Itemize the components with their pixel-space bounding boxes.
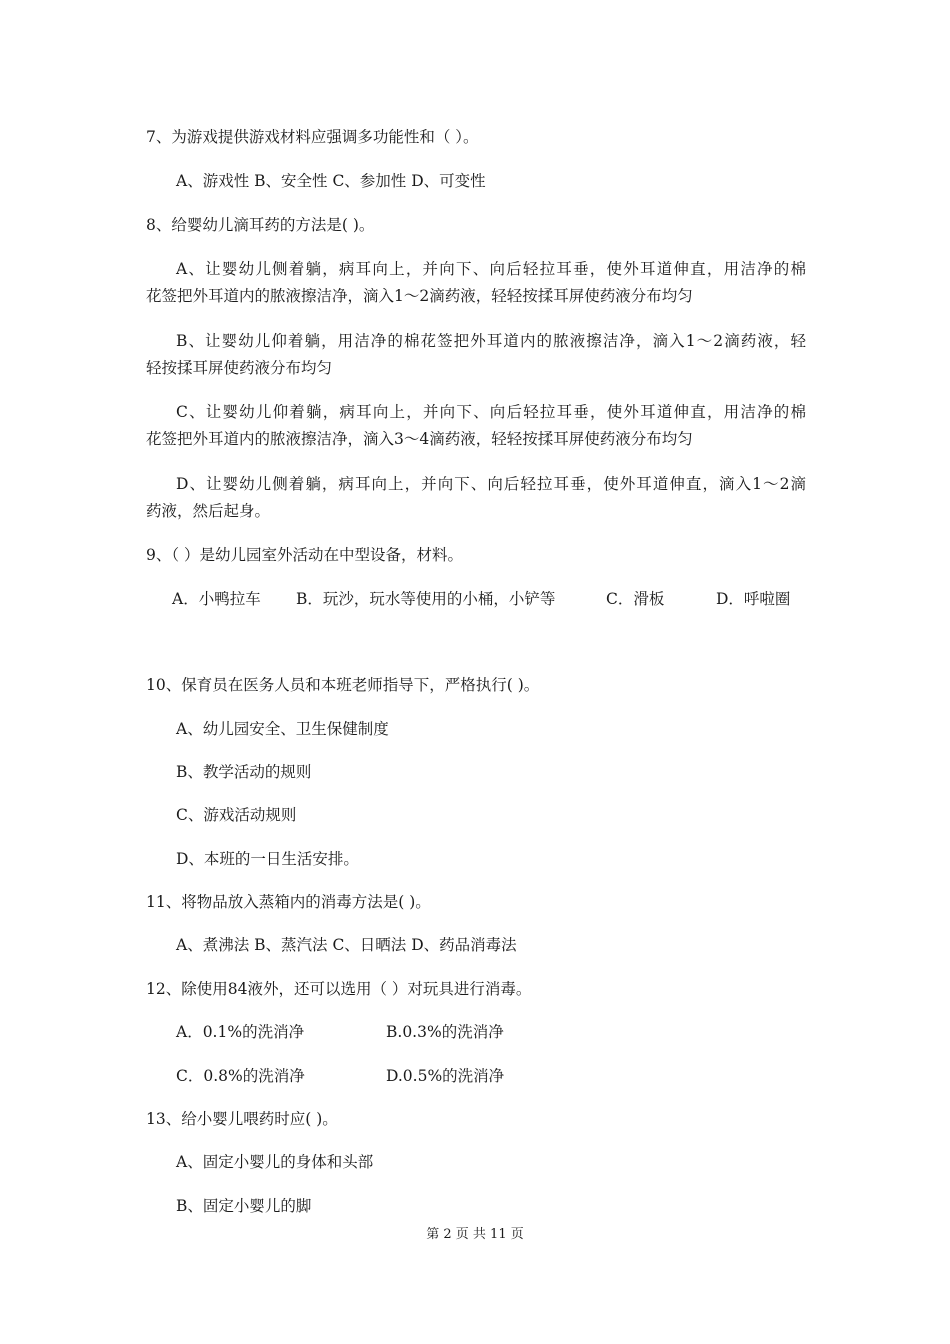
question-8-option-a-line1: A、让婴幼儿侧着躺，病耳向上，并向下、向后轻拉耳垂，使外耳道伸直，用洁净的棉 bbox=[176, 260, 806, 278]
question-8-option-b-line1: B、让婴幼儿仰着躺，用洁净的棉花签把外耳道内的脓液擦洁净，滴入1～2滴药液，轻 bbox=[176, 332, 806, 350]
question-10-option-b: B、教学活动的规则 bbox=[176, 763, 312, 781]
question-8-option-b-line2: 轻按揉耳屏使药液分布均匀 bbox=[146, 359, 333, 377]
question-12-option-d: D.0.5%的洗消净 bbox=[386, 1067, 505, 1085]
question-11-stem: 11、将物品放入蒸箱内的消毒方法是( )。 bbox=[146, 893, 431, 911]
question-13-option-b: B、固定小婴儿的脚 bbox=[176, 1197, 312, 1215]
question-8-option-c-line2: 花签把外耳道内的脓液擦洁净，滴入3～4滴药液，轻轻按揉耳屏使药液分布均匀 bbox=[146, 430, 693, 448]
question-10-stem: 10、保育员在医务人员和本班老师指导下，严格执行( )。 bbox=[146, 676, 540, 694]
question-9-option-d: D．呼啦圈 bbox=[716, 590, 791, 608]
question-9-stem: 9、（ ）是幼儿园室外活动在中型设备，材料。 bbox=[146, 546, 464, 564]
question-12-option-c: C．0.8%的洗消净 bbox=[176, 1067, 305, 1085]
question-10-option-d: D、本班的一日生活安排。 bbox=[176, 850, 359, 868]
question-8-option-d-line2: 药液，然后起身。 bbox=[146, 502, 271, 520]
question-13-stem: 13、给小婴儿喂药时应( )。 bbox=[146, 1110, 338, 1128]
question-11-options: A、煮沸法 B、蒸汽法 C、日晒法 D、药品消毒法 bbox=[176, 936, 517, 954]
question-8-stem: 8、给婴幼儿滴耳药的方法是( )。 bbox=[146, 216, 375, 234]
question-7-stem: 7、为游戏提供游戏材料应强调多功能性和（ ）。 bbox=[146, 128, 479, 146]
page-footer: 第 2 页 共 11 页 bbox=[426, 1227, 524, 1242]
question-10-option-a: A、幼儿园安全、卫生保健制度 bbox=[176, 720, 389, 738]
question-8-option-d-line1: D、让婴幼儿侧着躺，病耳向上，并向下、向后轻拉耳垂，使外耳道伸直，滴入1～2滴 bbox=[176, 475, 806, 493]
question-8-option-c-line1: C、让婴幼儿仰着躺，病耳向上，并向下、向后轻拉耳垂，使外耳道伸直，用洁净的棉 bbox=[176, 403, 806, 421]
question-7-options: A、游戏性 B、安全性 C、参加性 D、可变性 bbox=[176, 172, 486, 190]
question-12-option-b: B.0.3%的洗消净 bbox=[386, 1023, 504, 1041]
question-9-option-c: C．滑板 bbox=[606, 590, 665, 608]
question-9-option-b: B．玩沙，玩水等使用的小桶，小铲等 bbox=[296, 590, 556, 608]
question-9-option-a: A．小鸭拉车 bbox=[172, 590, 261, 608]
question-12-stem: 12、除使用84液外，还可以选用（ ）对玩具进行消毒。 bbox=[146, 980, 532, 998]
question-10-option-c: C、游戏活动规则 bbox=[176, 806, 297, 824]
question-12-option-a: A．0.1%的洗消净 bbox=[176, 1023, 305, 1041]
question-13-option-a: A、固定小婴儿的身体和头部 bbox=[176, 1153, 374, 1171]
question-8-option-a-line2: 花签把外耳道内的脓液擦洁净，滴入1～2滴药液，轻轻按揉耳屏使药液分布均匀 bbox=[146, 287, 693, 305]
